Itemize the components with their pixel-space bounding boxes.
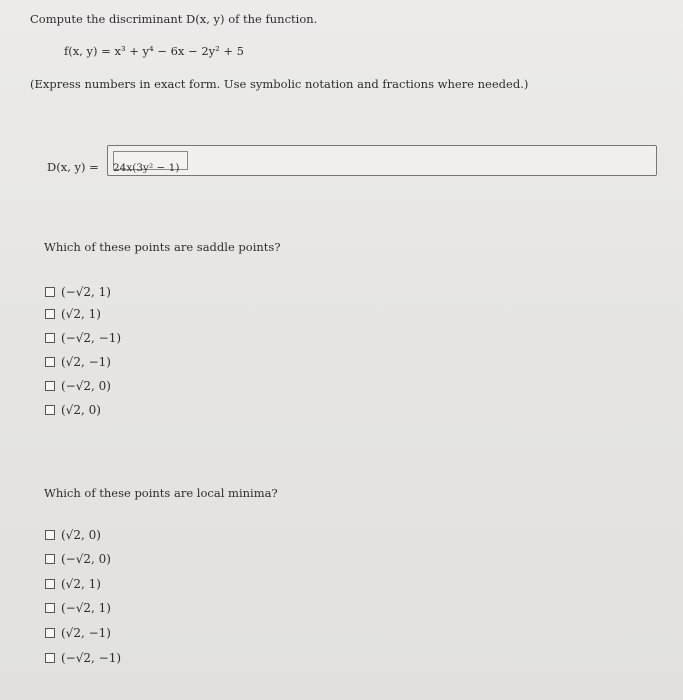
saddle-option-3-checkbox[interactable]	[45, 333, 55, 343]
minima-option-1-checkbox[interactable]	[45, 530, 55, 540]
saddle-point-question: Which of these points are saddle points?	[44, 240, 281, 254]
instructions-text: (Express numbers in exact form. Use symbolic notation and fractions where needed.)	[30, 77, 529, 91]
saddle-option-4[interactable]	[45, 353, 111, 370]
saddle-option-4-label: (√2, −1)	[61, 354, 111, 369]
saddle-option-2-label: (√2, 1)	[61, 306, 101, 321]
saddle-option-2-checkbox[interactable]	[45, 309, 55, 319]
minima-option-3-checkbox[interactable]	[45, 579, 55, 589]
minima-option-5[interactable]	[45, 624, 111, 641]
saddle-option-6-label: (√2, 0)	[61, 402, 101, 417]
minima-option-4-checkbox[interactable]	[45, 603, 55, 613]
discriminant-answer-value: 24x(3y² − 1)	[113, 162, 180, 174]
minima-option-2[interactable]	[45, 550, 111, 567]
minima-option-2-label: (−√2, 0)	[61, 551, 111, 566]
saddle-option-6-checkbox[interactable]	[45, 405, 55, 415]
minima-option-6-checkbox[interactable]	[45, 653, 55, 663]
minima-option-2-checkbox[interactable]	[45, 554, 55, 564]
minima-option-5-checkbox[interactable]	[45, 628, 55, 638]
discriminant-answer-field[interactable]	[107, 145, 657, 176]
saddle-option-6[interactable]	[45, 401, 101, 418]
minima-option-3[interactable]	[45, 575, 101, 592]
minima-option-1-label: (√2, 0)	[61, 527, 101, 542]
minima-option-1[interactable]	[45, 526, 101, 543]
saddle-option-2[interactable]	[45, 305, 101, 322]
minima-option-6-label: (−√2, −1)	[61, 650, 122, 665]
function-expression: f(x, y) = x³ + y⁴ − 6x − 2y² + 5	[64, 44, 245, 58]
minima-option-3-label: (√2, 1)	[61, 576, 101, 591]
local-minima-question: Which of these points are local minima?	[44, 486, 278, 500]
saddle-option-4-checkbox[interactable]	[45, 357, 55, 367]
question-title: Compute the discriminant D(x, y) of the function.	[30, 12, 318, 26]
saddle-option-5-checkbox[interactable]	[45, 381, 55, 391]
saddle-option-3-label: (−√2, −1)	[61, 330, 122, 345]
saddle-option-1-label: (−√2, 1)	[61, 284, 111, 299]
minima-option-4-label: (−√2, 1)	[61, 600, 111, 615]
saddle-option-5-label: (−√2, 0)	[61, 378, 111, 393]
discriminant-label: D(x, y) =	[47, 160, 99, 174]
saddle-option-5[interactable]	[45, 377, 111, 394]
saddle-option-3[interactable]	[45, 329, 121, 346]
minima-option-5-label: (√2, −1)	[61, 625, 111, 640]
minima-option-6[interactable]	[45, 649, 121, 666]
saddle-option-1[interactable]	[45, 283, 111, 300]
saddle-option-1-checkbox[interactable]	[45, 287, 55, 297]
minima-option-4[interactable]	[45, 599, 111, 616]
